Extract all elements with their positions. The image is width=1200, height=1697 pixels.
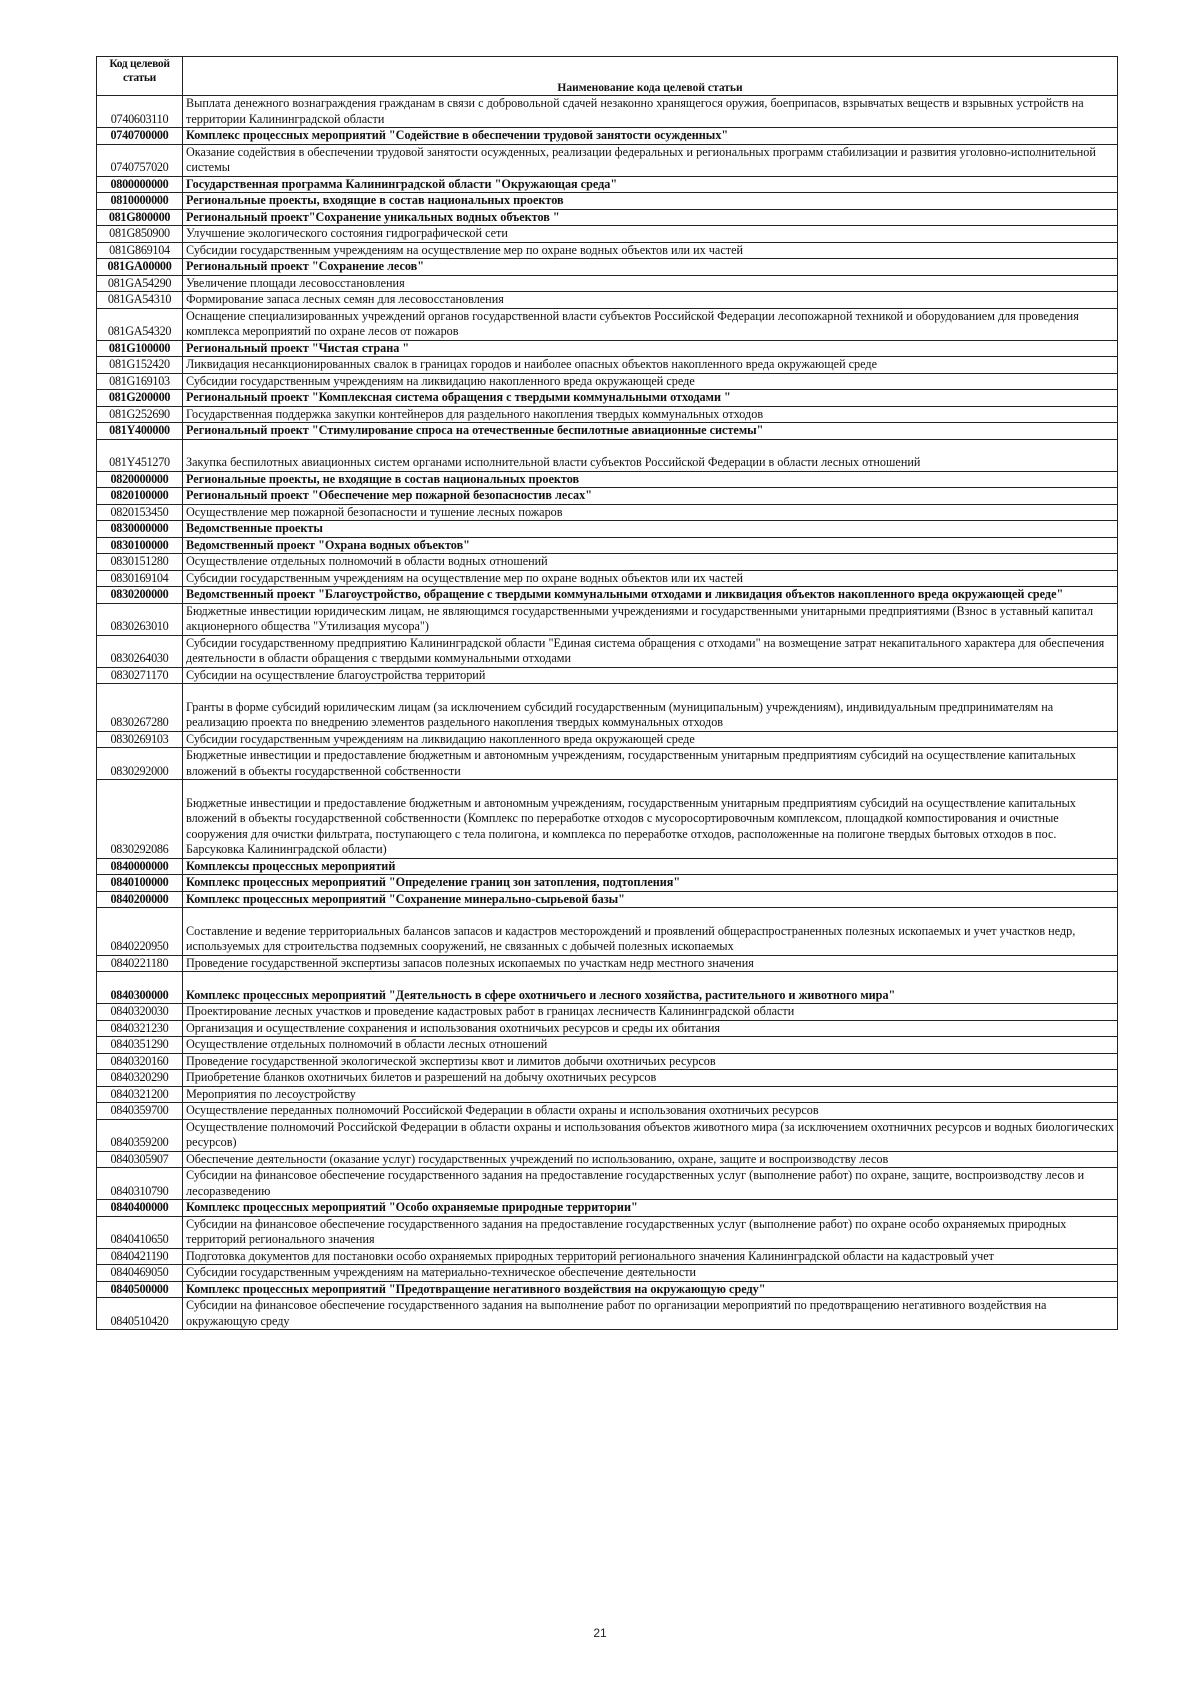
row-name-cell: Выплата денежного вознаграждения гражданам в связи с добровольной сдачей незаконно хранящегося оружия, боеприпасов, взрывчатых веществ и взрывных устройств на территории Калининградской области	[183, 96, 1118, 128]
row-code-cell: 0840400000	[97, 1200, 183, 1217]
table-row	[97, 209, 1118, 226]
row-code-cell: 081G800000	[97, 209, 183, 226]
table-row	[97, 521, 1118, 538]
row-name-cell: Государственная программа Калининградской области "Окружающая среда"	[183, 176, 1118, 193]
row-code-cell: 0840500000	[97, 1281, 183, 1298]
table-row	[97, 96, 1118, 128]
row-name-cell: Подготовка документов для постановки особо охраняемых природных территорий регионального значения Калининградской области на кадастровый учет	[183, 1248, 1118, 1265]
target-articles-table	[96, 56, 1118, 1330]
header-name-cell: Наименование кода целевой статьи	[183, 57, 1118, 96]
document-sheet	[96, 56, 1118, 1330]
table-row	[97, 1216, 1118, 1248]
row-name-cell: Государственная поддержка закупки контейнеров для раздельного накопления твердых коммунальных отходов	[183, 406, 1118, 423]
table-row	[97, 176, 1118, 193]
row-code-cell: 0840320160	[97, 1053, 183, 1070]
table-row	[97, 1037, 1118, 1054]
row-code-cell: 0840351290	[97, 1037, 183, 1054]
row-name-cell: Бюджетные инвестиции и предоставление бюджетным и автономным учреждениям, государственным унитарным предприятиям субсидий на осуществление капитальных вложений в объекты государственной собственности (Комплекс по переработке отходов с мусоросортировочным комплексом, площадкой компостирования и очистные сооружения для очистки фильтрата, поступающего с тела полигона, и комплекса по переработке отходов, расположенные на полигоне твердых бытовых отходов в пос. Барсуковка Калининградской области)	[183, 780, 1118, 859]
row-name-cell: Субсидии на финансовое обеспечение государственного задания на предоставление государственных услуг (выполнение работ) по охране, защите, воспроизводству лесов и лесоразведению	[183, 1168, 1118, 1200]
row-name-cell: Субсидии государственным учреждениям на осуществление мер по охране водных объектов или их частей	[183, 570, 1118, 587]
row-name-cell: Мероприятия по лесоустройству	[183, 1086, 1118, 1103]
row-name-cell: Региональные проекты, не входящие в состав национальных проектов	[183, 471, 1118, 488]
table-row	[97, 1298, 1118, 1330]
row-name-cell: Гранты в форме субсидий юрилическим лицам (за исключением субсидий государственным (муниципальным) учреждениям), индивидуальным предпринимателям на реализацию проекта по внедрению элементов раздельного накопления твердых коммунальных отходов	[183, 684, 1118, 732]
table-row	[97, 1119, 1118, 1151]
row-code-cell: 0840321230	[97, 1020, 183, 1037]
row-code-cell: 0840100000	[97, 875, 183, 892]
table-row	[97, 275, 1118, 292]
row-name-cell: Оснащение специализированных учреждений органов государственной власти субъектов Российской Федерации лесопожарной техникой и оборудованием для проведения комплекса мероприятий по охране лесов от пожаров	[183, 308, 1118, 340]
row-name-cell: Приобретение бланков охотничьих билетов и разрешений на добычу охотничьих ресурсов	[183, 1070, 1118, 1087]
row-code-cell: 081GA54290	[97, 275, 183, 292]
row-code-cell: 081GA54310	[97, 292, 183, 309]
table-row	[97, 308, 1118, 340]
page-number: 21	[593, 1626, 607, 1640]
table-row	[97, 587, 1118, 604]
row-code-cell: 0830271170	[97, 667, 183, 684]
table-row	[97, 1200, 1118, 1217]
row-name-cell: Составление и ведение территориальных балансов запасов и кадастров месторождений и проявлений общераспространенных полезных ископаемых и учет участков недр, используемых для строительства подземных сооружений, не связанных с добычей полезных ископаемых	[183, 908, 1118, 956]
row-code-cell: 0840469050	[97, 1265, 183, 1282]
row-code-cell: 0840320290	[97, 1070, 183, 1087]
row-code-cell: 0840321200	[97, 1086, 183, 1103]
table-row	[97, 603, 1118, 635]
row-name-cell: Обеспечение деятельности (оказание услуг) государственных учреждений по использованию, охране, защите и воспроизводству лесов	[183, 1151, 1118, 1168]
table-row	[97, 955, 1118, 972]
table-row	[97, 1086, 1118, 1103]
row-code-cell: 0830263010	[97, 603, 183, 635]
row-code-cell: 081GA54320	[97, 308, 183, 340]
row-code-cell: 0820100000	[97, 488, 183, 505]
table-row	[97, 226, 1118, 243]
table-row	[97, 1265, 1118, 1282]
table-row	[97, 635, 1118, 667]
row-code-cell: 081G869104	[97, 242, 183, 259]
row-name-cell: Региональный проект"Сохранение уникальных водных объектов "	[183, 209, 1118, 226]
table-header-row	[97, 57, 1118, 96]
row-code-cell: 0830000000	[97, 521, 183, 538]
row-name-cell: Проведение государственной экспертизы запасов полезных ископаемых по участкам недр местного значения	[183, 955, 1118, 972]
row-name-cell: Улучшение экологического состояния гидрографической сети	[183, 226, 1118, 243]
row-name-cell: Комплекс процессных мероприятий "Особо охраняемые природные территории"	[183, 1200, 1118, 1217]
row-name-cell: Осуществление отдельных полномочий в области лесных отношений	[183, 1037, 1118, 1054]
table-row	[97, 504, 1118, 521]
table-row	[97, 1168, 1118, 1200]
row-code-cell: 081G100000	[97, 340, 183, 357]
row-code-cell: 0840320030	[97, 1004, 183, 1021]
row-name-cell: Формирование запаса лесных семян для лесовосстановления	[183, 292, 1118, 309]
row-name-cell: Субсидии на финансовое обеспечение государственного задания на предоставление государственных услуг (выполнение работ) по охране особо охраняемых природных территорий регионального значения	[183, 1216, 1118, 1248]
row-code-cell: 0740700000	[97, 128, 183, 145]
table-row	[97, 406, 1118, 423]
row-name-cell: Бюджетные инвестиции юридическим лицам, не являющимся государственными учреждениями и государственными унитарными предприятиями (Взнос в уставный капитал акционерного общества "Утилизация мусора")	[183, 603, 1118, 635]
table-row	[97, 1004, 1118, 1021]
row-code-cell: 0740603110	[97, 96, 183, 128]
row-code-cell: 081GA00000	[97, 259, 183, 276]
table-body	[97, 57, 1118, 1330]
row-name-cell: Субсидии на финансовое обеспечение государственного задания на выполнение работ по организации мероприятий по предотвращению негативного воздействия на окружающую среду	[183, 1298, 1118, 1330]
row-code-cell: 0830151280	[97, 554, 183, 571]
table-row	[97, 780, 1118, 859]
table-row	[97, 1281, 1118, 1298]
row-name-cell: Ведомственный проект "Благоустройство, обращение с твердыми коммунальными отходами и ликвидация объектов накопленного вреда окружающей среде"	[183, 587, 1118, 604]
row-name-cell: Осуществление полномочий Российской Федерации в области охраны и использования объектов животного мира (за исключением охотничних ресурсов и водных биологических ресурсов)	[183, 1119, 1118, 1151]
row-name-cell: Субсидии государственным учреждениям на осуществление мер по охране водных объектов или их частей	[183, 242, 1118, 259]
row-code-cell: 081Y400000	[97, 423, 183, 440]
row-name-cell: Оказание содействия в обеспечении трудовой занятости осужденных, реализации федеральных и региональных программ стабилизации и развития уголовно-исполнительной системы	[183, 144, 1118, 176]
row-name-cell: Комплекс процессных мероприятий "Предотвращение негативного воздействия на окружающую среду"	[183, 1281, 1118, 1298]
row-code-cell: 0840359700	[97, 1103, 183, 1120]
row-name-cell: Организация и осуществление сохранения и использования охотничьих ресурсов и среды их обитания	[183, 1020, 1118, 1037]
table-row	[97, 373, 1118, 390]
row-code-cell: 0840305907	[97, 1151, 183, 1168]
table-row	[97, 908, 1118, 956]
row-name-cell: Бюджетные инвестиции и предоставление бюджетным и автономным учреждениям, государственным унитарным предприятиям субсидий на осуществление капитальных вложений в объекты государственной собственности	[183, 748, 1118, 780]
row-name-cell: Региональный проект "Обеспечение мер пожарной безопасностив лесах"	[183, 488, 1118, 505]
row-name-cell: Увеличение площади лесовосстановления	[183, 275, 1118, 292]
table-row	[97, 554, 1118, 571]
row-code-cell: 0810000000	[97, 193, 183, 210]
row-name-cell: Закупка беспилотных авиационных систем органами исполнительной власти субъектов Российской Федерации в области лесных отношений	[183, 439, 1118, 471]
row-code-cell: 081Y451270	[97, 439, 183, 471]
header-code-cell: Код целевой статьи	[97, 57, 183, 96]
row-code-cell: 0840310790	[97, 1168, 183, 1200]
row-code-cell: 0830292000	[97, 748, 183, 780]
row-code-cell: 0840300000	[97, 972, 183, 1004]
table-row	[97, 439, 1118, 471]
table-row	[97, 357, 1118, 374]
table-row	[97, 259, 1118, 276]
row-code-cell: 0820153450	[97, 504, 183, 521]
row-name-cell: Региональный проект "Стимулирование спроса на отечественные беспилотные авиационные системы"	[183, 423, 1118, 440]
row-name-cell: Ликвидация несанкционированных свалок в границах городов и наиболее опасных объектов накопленного вреда окружающей среде	[183, 357, 1118, 374]
table-row	[97, 193, 1118, 210]
row-code-cell: 081G200000	[97, 390, 183, 407]
row-name-cell: Региональный проект "Сохранение лесов"	[183, 259, 1118, 276]
table-row	[97, 1053, 1118, 1070]
row-name-cell: Ведомственный проект "Охрана водных объектов"	[183, 537, 1118, 554]
row-name-cell: Комплекс процессных мероприятий "Сохранение минерально-сырьевой базы"	[183, 891, 1118, 908]
row-code-cell: 0840359200	[97, 1119, 183, 1151]
row-name-cell: Региональный проект "Чистая страна "	[183, 340, 1118, 357]
table-row	[97, 488, 1118, 505]
row-code-cell: 0830100000	[97, 537, 183, 554]
table-row	[97, 891, 1118, 908]
row-name-cell: Комплексы процессных мероприятий	[183, 858, 1118, 875]
table-row	[97, 1151, 1118, 1168]
table-row	[97, 340, 1118, 357]
row-name-cell: Осуществление мер пожарной безопасности и тушение лесных пожаров	[183, 504, 1118, 521]
table-row	[97, 858, 1118, 875]
row-code-cell: 0830269103	[97, 731, 183, 748]
table-row	[97, 242, 1118, 259]
row-code-cell: 0830264030	[97, 635, 183, 667]
table-row	[97, 1103, 1118, 1120]
row-code-cell: 0840200000	[97, 891, 183, 908]
table-row	[97, 390, 1118, 407]
table-row	[97, 292, 1118, 309]
table-row	[97, 748, 1118, 780]
row-code-cell: 0840221180	[97, 955, 183, 972]
row-name-cell: Осуществление переданных полномочий Российской Федерации в области охраны и использования охотничьих ресурсов	[183, 1103, 1118, 1120]
table-row	[97, 128, 1118, 145]
table-row	[97, 471, 1118, 488]
row-name-cell: Проектирование лесных участков и проведение кадастровых работ в границах лесничеств Калининградской области	[183, 1004, 1118, 1021]
row-name-cell: Комплекс процессных мероприятий "Деятельность в сфере охотничьего и лесного хозяйства, растительного и животного мира"	[183, 972, 1118, 1004]
row-code-cell: 0830169104	[97, 570, 183, 587]
table-row	[97, 684, 1118, 732]
row-name-cell: Региональный проект "Комплексная система обращения с твердыми коммунальными отходами "	[183, 390, 1118, 407]
row-code-cell: 0840421190	[97, 1248, 183, 1265]
row-name-cell: Субсидии на осуществление благоустройства территорий	[183, 667, 1118, 684]
row-name-cell: Комплекс процессных мероприятий "Содействие в обеспечении трудовой занятости осужденных"	[183, 128, 1118, 145]
row-name-cell: Комплекс процессных мероприятий "Определение границ зон затопления, подтопления"	[183, 875, 1118, 892]
row-code-cell: 0840510420	[97, 1298, 183, 1330]
table-row	[97, 144, 1118, 176]
row-code-cell: 0830267280	[97, 684, 183, 732]
row-name-cell: Проведение государственной экологической экспертизы квот и лимитов добычи охотничьих ресурсов	[183, 1053, 1118, 1070]
row-code-cell: 0830200000	[97, 587, 183, 604]
row-name-cell: Ведомственные проекты	[183, 521, 1118, 538]
row-name-cell: Субсидии государственным учреждениям на ликвидацию накопленного вреда окружающей среде	[183, 731, 1118, 748]
table-row	[97, 1248, 1118, 1265]
table-row	[97, 1070, 1118, 1087]
row-name-cell: Осуществление отдельных полномочий в области водных отношений	[183, 554, 1118, 571]
row-code-cell: 0840220950	[97, 908, 183, 956]
row-code-cell: 0840000000	[97, 858, 183, 875]
table-row	[97, 972, 1118, 1004]
row-code-cell: 081G850900	[97, 226, 183, 243]
row-code-cell: 0840410650	[97, 1216, 183, 1248]
table-row	[97, 1020, 1118, 1037]
table-row	[97, 667, 1118, 684]
row-name-cell: Субсидии государственным учреждениям на материально-техническое обеспечение деятельности	[183, 1265, 1118, 1282]
row-code-cell: 081G252690	[97, 406, 183, 423]
row-code-cell: 0800000000	[97, 176, 183, 193]
table-row	[97, 570, 1118, 587]
row-code-cell: 0830292086	[97, 780, 183, 859]
row-code-cell: 0820000000	[97, 471, 183, 488]
table-row	[97, 875, 1118, 892]
row-name-cell: Субсидии государственным учреждениям на ликвидацию накопленного вреда окружающей среде	[183, 373, 1118, 390]
row-name-cell: Субсидии государственному предприятию Калининградской области "Единая система обращения с отходами" на возмещение затрат некапитального характера для обеспечения деятельности в области обращения с твердыми коммунальными отходами	[183, 635, 1118, 667]
row-code-cell: 081G169103	[97, 373, 183, 390]
table-row	[97, 731, 1118, 748]
row-code-cell: 0740757020	[97, 144, 183, 176]
row-code-cell: 081G152420	[97, 357, 183, 374]
table-row	[97, 537, 1118, 554]
row-name-cell: Региональные проекты, входящие в состав национальных проектов	[183, 193, 1118, 210]
table-row	[97, 423, 1118, 440]
